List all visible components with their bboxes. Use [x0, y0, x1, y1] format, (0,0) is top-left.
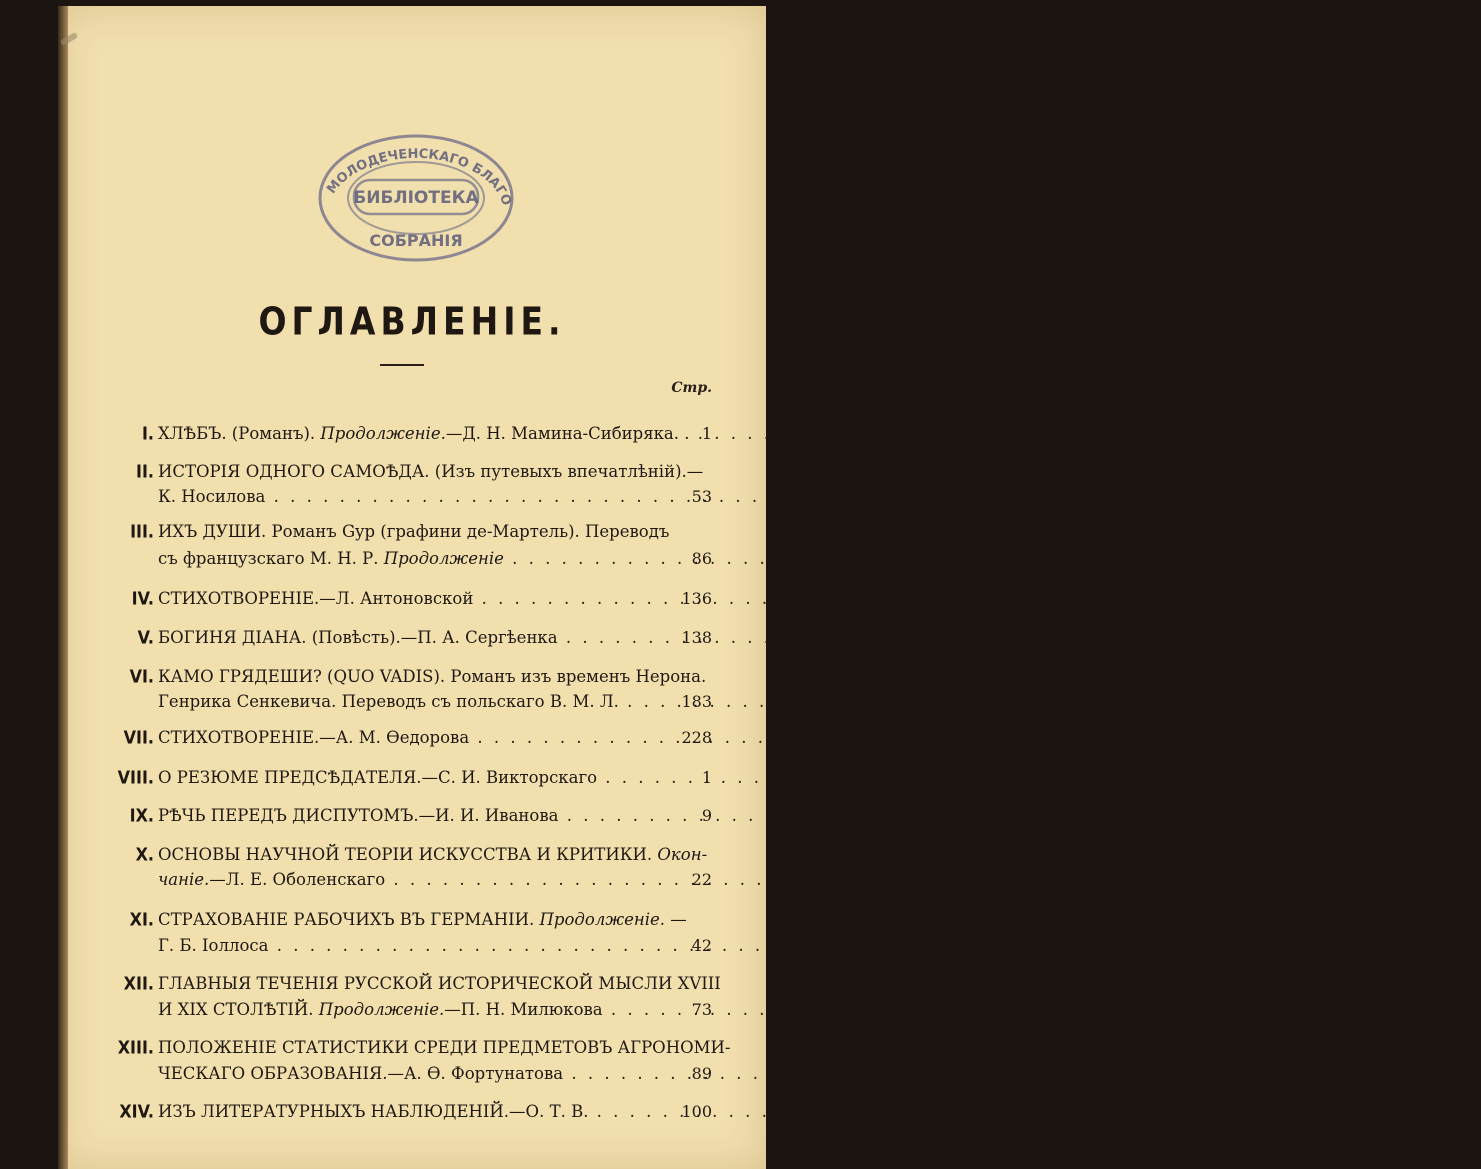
- entry-text: чаніе.—Л. Е. Оболенскаго . . .: [158, 870, 658, 889]
- entry-number: VI.: [129, 666, 154, 687]
- entry-number: V.: [137, 627, 154, 648]
- entry-text: ПОЛОЖЕНІЕ СТАТИСТИКИ СРЕДИ ПРЕДМЕТОВЪ АГРОНОМИ-: [158, 1038, 731, 1057]
- entry-text: съ французскаго М. Н. Р. Продолженіе . . .: [158, 549, 658, 568]
- entry-page-number: 100: [681, 1102, 712, 1121]
- toc-line: [58, 589, 766, 613]
- entry-page-number: 89: [691, 1064, 712, 1083]
- entry-text: КАМО ГРЯДЕШИ? (QUO VADIS). Романъ изъ временъ Нерона.: [158, 667, 707, 686]
- entry-page-number: 73: [691, 1000, 712, 1019]
- toc-line: [58, 1000, 766, 1024]
- entry-page-number: 228: [681, 728, 712, 747]
- entry-page-number: 22: [691, 870, 712, 889]
- entry-text: СТИХОТВОРЕНІЕ.—А. М. Ѳедорова . . .: [158, 728, 658, 747]
- entry-number: XIV.: [119, 1101, 154, 1122]
- entry-text: ИЗЪ ЛИТЕРАТУРНЫХЪ НАБЛЮДЕНІЙ.—О. Т. В. . . .: [158, 1102, 658, 1121]
- entry-number: XII.: [123, 973, 154, 994]
- book-page: [58, 6, 766, 1169]
- entry-text: БОГИНЯ ДІАНА. (Повѣсть).—П. А. Сергѣенка . . .: [158, 628, 658, 647]
- toc-line: [58, 1102, 766, 1126]
- stamp-line1: МОЛОДЕЧЕНСКАГО БЛАГО: [324, 146, 514, 208]
- stamp-graphic: [316, 128, 516, 268]
- toc-line: [58, 910, 766, 934]
- toc-line: [58, 936, 766, 960]
- entry-text: ОСНОВЫ НАУЧНОЙ ТЕОРІИ ИСКУССТВА И КРИТИКИ. Окон-: [158, 845, 708, 864]
- toc-line: [58, 462, 766, 486]
- page-title: ОГЛАВЛЕНIЕ.: [258, 299, 566, 344]
- entry-page-number: 42: [691, 936, 712, 955]
- entry-text: СТИХОТВОРЕНІЕ.—Л. Антоновской . . .: [158, 589, 658, 608]
- entry-number: X.: [135, 844, 154, 865]
- entry-text: ХЛѢБЪ. (Романъ). Продолженіе.—Д. Н. Мамина-Сибиряка. . . . .: [158, 424, 658, 443]
- entry-number: VIII.: [117, 767, 154, 788]
- toc-line: [58, 974, 766, 998]
- toc-line: [58, 692, 766, 716]
- toc-line: [58, 628, 766, 652]
- toc-line: [58, 845, 766, 869]
- entry-text: СТРАХОВАНІЕ РАБОЧИХЪ ВЪ ГЕРМАНІИ. Продолженіе. —: [158, 910, 687, 929]
- toc-line: [58, 667, 766, 691]
- entry-page-number: 1: [701, 768, 712, 787]
- stamp-line3: СОБРАНIЯ: [369, 231, 463, 250]
- toc-line: [58, 549, 766, 573]
- stamp-line2: БИБЛIОТЕКА: [353, 188, 479, 208]
- page-column-header: Стр.: [671, 380, 712, 396]
- library-stamp: [316, 128, 516, 268]
- entry-text: Г. Б. Іоллоса . . .: [158, 936, 658, 955]
- entry-number: XIII.: [117, 1037, 154, 1058]
- entry-page-number: 136: [681, 589, 712, 608]
- entry-text: ИХЪ ДУШИ. Романъ Gyp (графини де-Мартель). Переводъ: [158, 522, 670, 541]
- entry-number: I.: [141, 423, 154, 444]
- entry-page-number: 138: [681, 628, 712, 647]
- toc-line: [58, 728, 766, 752]
- entry-page-number: 183: [681, 692, 712, 711]
- entry-text: ЧЕСКАГО ОБРАЗОВАНІЯ.—А. Ѳ. Фортунатова . . .: [158, 1064, 658, 1083]
- entry-text: К. Носилова . . .: [158, 487, 658, 506]
- entry-text: Генрика Сенкевича. Переводъ съ польскаго В. М. Л. . . .: [158, 692, 658, 711]
- entry-text: ГЛАВНЫЯ ТЕЧЕНІЯ РУССКОЙ ИСТОРИЧЕСКОЙ МЫСЛИ XVIII: [158, 974, 721, 993]
- entry-text: И XIX СТОЛѢТІЙ. Продолженіе.—П. Н. Милюкова . . .: [158, 1000, 658, 1019]
- entry-number: IX.: [129, 805, 154, 826]
- toc-line: [58, 806, 766, 830]
- title-rule: [380, 364, 424, 366]
- toc-line: [58, 768, 766, 792]
- toc-line: [58, 870, 766, 894]
- entry-text: РѢЧЬ ПЕРЕДЪ ДИСПУТОМЪ.—И. И. Иванова . . .: [158, 806, 658, 825]
- toc-line: [58, 1064, 766, 1088]
- entry-page-number: 9: [701, 806, 712, 825]
- entry-number: XI.: [129, 909, 154, 930]
- entry-number: II.: [136, 461, 154, 482]
- entry-number: III.: [130, 521, 154, 542]
- toc-line: [58, 424, 766, 448]
- entry-number: VII.: [123, 727, 154, 748]
- entry-page-number: 53: [691, 487, 712, 506]
- toc-line: [58, 487, 766, 511]
- entry-text: О РЕЗЮМЕ ПРЕДСѢДАТЕЛЯ.—С. И. Викторскаго . . .: [158, 768, 658, 787]
- toc-line: [58, 1038, 766, 1062]
- entry-number: IV.: [131, 588, 154, 609]
- entry-text: ИСТОРІЯ ОДНОГО САМОѢДА. (Изъ путевыхъ впечатлѣній).—: [158, 462, 704, 481]
- entry-page-number: 1: [701, 424, 712, 443]
- toc-line: [58, 522, 766, 546]
- entry-page-number: 86: [691, 549, 712, 568]
